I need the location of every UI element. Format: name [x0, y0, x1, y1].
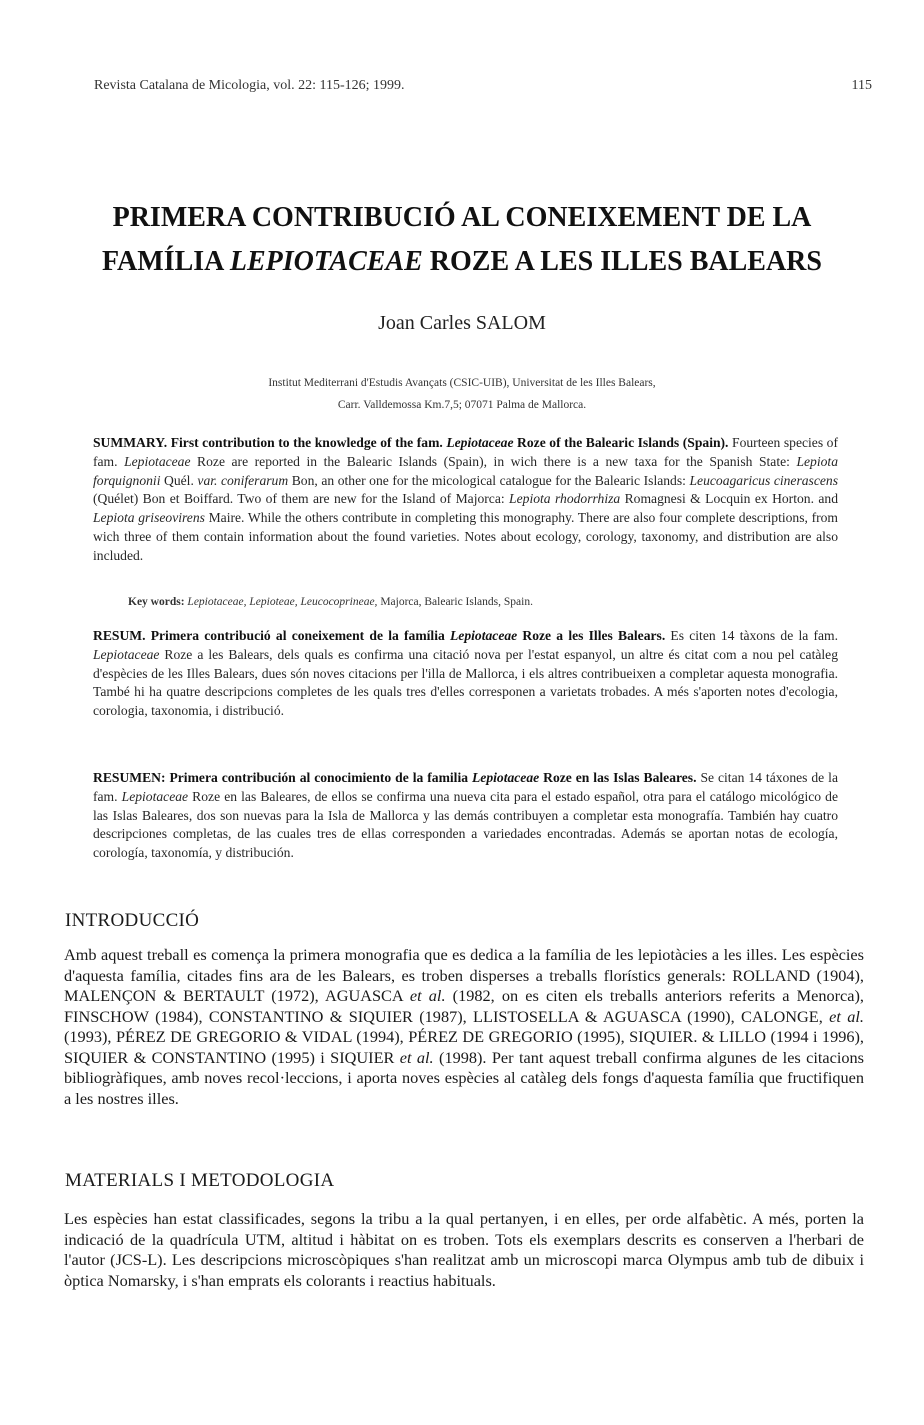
affiliation [0, 372, 924, 416]
page-number: 115 [851, 78, 872, 93]
summary-text: Bon, an other one for the micological catalogue for the Balearic Islands: [288, 472, 690, 488]
summary-paragraph [93, 434, 838, 566]
summary-text: Quél. [160, 472, 198, 488]
running-head [94, 78, 872, 94]
resumen-taxon: Lepiotaceae [121, 788, 189, 804]
affiliation-line-2: Carr. Valldemossa Km.7,5; 07071 Palma de Mallorca. [337, 399, 587, 411]
section-heading-introduccio: INTRODUCCIÓ [65, 910, 200, 931]
intro-text: (1998). Per tant aquest treball confirma algunes de les citacions bibliogràfiques, amb noves recol·leccions, i aporta noves espècies al catàleg dels fongs d'aquesta família que fructifiquen a les nostres illes. [64, 1047, 865, 1108]
resumen-text: Roze en las Baleares, de ellos se confirma una nueva cita para el estado español, otra para el catálogo micológico de las Islas Baleares, dos son nuevas para la Isla de Mallorca y las demás contribuyen a completar esta monografía. También hay cuatro descripciones completas, de las cuales tres de ellas corresponden a variedades encontradas. Además se aportan notas de ecología, corología, taxonomía, y distribución. [93, 788, 838, 861]
journal-citation: Revista Catalana de Micologia, vol. 22: 115-126; 1999. [94, 78, 405, 93]
resum-text: Es citen 14 tàxons de la fam. [665, 628, 839, 643]
intro-text: (1993), PÉREZ DE GREGORIO & VIDAL (1994), PÉREZ DE GREGORIO (1995), SIQUIER. & LILLO (1994 i 1996), SIQUIER & CONSTANTINO (1995) i SIQUIER [64, 1027, 864, 1067]
intro-etal: et al. [409, 986, 446, 1005]
summary-taxon: var. coniferarum [197, 472, 289, 488]
summary-taxon: Lepiota forquignonii [93, 453, 838, 488]
resum-taxon: Lepiotaceae [93, 646, 160, 662]
keywords-taxa: Lepiotaceae, Lepioteae, Leucocoprineae, [184, 596, 378, 608]
summary-label: SUMMARY. [93, 435, 168, 450]
summary-taxon: Leucoagaricus cinerascens [689, 472, 838, 488]
summary-text: (Quélet) Bon et Boiffard. Two of them are new for the Island of Majorca: [93, 491, 510, 507]
title-line-1: PRIMERA CONTRIBUCIÓ AL CONEIXEMENT DE LA [112, 202, 812, 233]
summary-taxon: Lepiota griseovirens [93, 510, 205, 526]
resumen-label: RESUMEN: [93, 770, 166, 785]
summary-bold: First contribution to the knowledge of the fam. [167, 435, 447, 450]
intro-text: Amb aquest treball es comença la primera monografia que es dedica a la família de les lepiotàcies a les illes. Les espècies d'aquesta família, citades fins ara de les Balears, es troben disperses a treballs florístics generals: ROLLAND (1904), MALENÇON & BERTAULT (1972), AGUASCA [64, 945, 864, 1005]
summary-text: Fourteen species of fam. [93, 435, 838, 469]
article-title [60, 196, 864, 284]
resum-bold-end: Roze a les Illes Balears. [517, 628, 666, 643]
affiliation-line-1: Institut Mediterrani d'Estudis Avançats (CSIC-UIB), Universitat de les Illes Balears, [268, 377, 656, 389]
summary-text: Romagnesi & Locquin ex Horton. and [620, 491, 838, 507]
intro-etal: et al. [399, 1047, 434, 1067]
materials-paragraph: Les espècies han estat classificades, segons la tribu a la qual pertanyen, i en elles, per orde alfabètic. A més, porten la indicació de la quadrícula UTM, altitud i hàbitat on es troben. Tots els exemplars descrits es conserven a l'herbari de l'autor (JCS-L). Les descripcions microscòpiques s'han realitzat amb un microscopi marca Olympus amb tub de dibuix i òptica Nomarsky, i s'han emprats els colorants i reactius habituals. [64, 1209, 864, 1290]
summary-text: Roze are reported in the Balearic Islands (Spain), in wich there is a new taxa for the Spanish State: [190, 453, 797, 469]
title-text-end: ROZE A LES ILLES BALEARS [422, 246, 822, 277]
summary-bold-end: Roze of the Balearic Islands (Spain). [513, 435, 729, 450]
summary-taxon: Lepiotaceae [124, 453, 191, 469]
resumen-bold: Primera contribución al conocimiento de la familia [165, 770, 472, 785]
intro-text: (1982, on es citen els treballs anteriors referits a Menorca), FINSCHOW (1984), CONSTANTINO & SIQUIER (1987), LLISTOSELLA & AGUASCA (1990), CALONGE, [64, 986, 865, 1026]
resum-text: Roze a les Balears, dels quals es confirma una citació nova per l'estat espanyol, un altre és citat com a nou pel catàleg d'espècies de les Illes Balears, dues són noves citacions per l'illa de Mallorca, i els altres contribueixen a completar aquesta monografia. També hi ha quatre descripcions completes de les quals tres d'elles corresponen a varietats trobades. A més s'aporten notes d'ecologia, corologia, taxonomia, i distribució. [93, 646, 838, 719]
resum-bold: Primera contribució al coneixement de la família [145, 628, 450, 643]
keywords-label: Key words: [128, 596, 185, 608]
resum-bold-taxon: Lepiotaceae [450, 628, 518, 643]
intro-etal: et al. [829, 1006, 864, 1026]
section-heading-materials: MATERIALS I METODOLOGIA [65, 1170, 335, 1191]
keywords [128, 596, 533, 608]
keywords-places: Majorca, Balearic Islands, Spain. [377, 596, 533, 608]
summary-text: Maire. While the others contribute in completing this monography. There are also four complete descriptions, from wich three of them contain information about the found varieties. Notes about ecology, corology, taxonomy, and distribution are also included. [93, 510, 838, 563]
summary-bold-taxon: Lepiotaceae [446, 435, 514, 450]
resumen-paragraph [93, 769, 838, 863]
author-name: Joan Carles SALOM [378, 312, 546, 334]
title-line-2 [60, 240, 864, 284]
resumen-text: Se citan 14 táxones de la fam. [93, 770, 838, 804]
resumen-bold-taxon: Lepiotaceae [471, 770, 540, 785]
resum-paragraph [93, 627, 838, 721]
resumen-bold-end: Roze en las Islas Baleares. [539, 770, 697, 785]
title-text: FAMÍLIA [102, 246, 230, 277]
introduccio-paragraph [64, 945, 864, 1109]
title-taxon: LEPIOTACEAE [229, 246, 423, 277]
resum-label: RESUM. [93, 628, 146, 643]
summary-taxon: Lepiota rhodorrhiza [509, 491, 621, 507]
